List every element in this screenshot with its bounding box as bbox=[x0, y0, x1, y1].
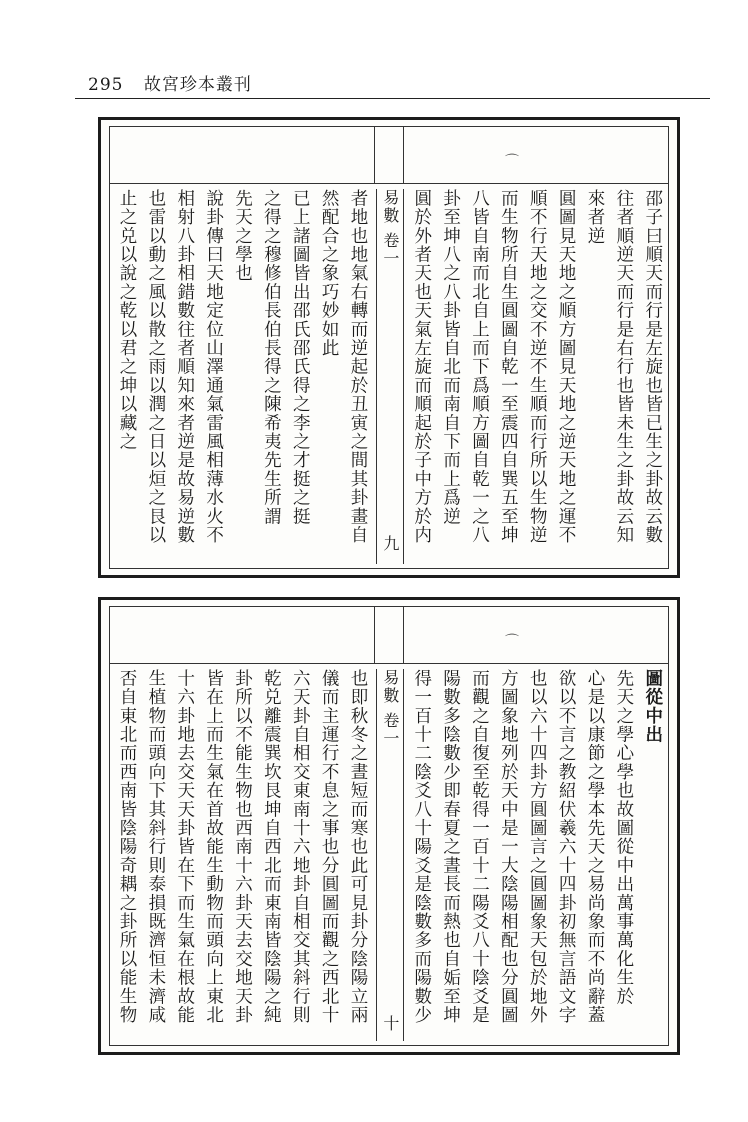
bottom-left-col-3: 六天卦自相交東南十六地卦自相交其斜行則 bbox=[290, 669, 311, 1025]
bottom-upper-band bbox=[110, 607, 668, 664]
top-page-block bbox=[98, 117, 680, 578]
bottom-left-col-6: 皆在上而生氣在首故能生動物而頭向上東北 bbox=[203, 669, 224, 1025]
bottom-right-col-5: 也以六十四卦方圓圖言之圓圖象天包於地外 bbox=[527, 669, 548, 1025]
bottom-right-col-6: 方圖象地列於天中是一大陰陽相配也分圓圖 bbox=[498, 669, 519, 1025]
top-center-juan: 卷一 bbox=[380, 232, 400, 269]
bottom-right-col-3: 心是以康節之學本先天之易尚象而不尚辭蓋 bbox=[585, 669, 605, 1025]
top-left-col-9: 止之兑以說之乾以君之坤以藏之 bbox=[117, 189, 137, 451]
bottom-left-col-1: 也即秋冬之晝短而寒也此可見卦分陰陽立兩 bbox=[348, 669, 368, 1025]
bottom-center-title: 易數 bbox=[380, 669, 400, 705]
page-number: 295 bbox=[88, 75, 124, 95]
bottom-center-page: 十 bbox=[380, 1015, 400, 1034]
bottom-left-col-4: 乾兑離震巽坎艮坤自西北而東南皆陰陽之純 bbox=[261, 669, 282, 1025]
bottom-page-frame bbox=[109, 606, 669, 1046]
bottom-left-col-9: 否自東北而西南皆陰陽奇耦之卦所以能生物 bbox=[117, 669, 137, 1025]
top-left-col-3: 已上諸圖皆出邵氏邵氏得之李之才挺之挺 bbox=[290, 189, 311, 526]
bottom-right-col-2: 先天之學心學也故圖從中出萬事萬化生於 bbox=[613, 669, 634, 1006]
top-right-col-9: 圓於外者天也天氣左旋而順起於子中方於内 bbox=[411, 189, 432, 545]
top-right-col-2: 往者順逆天而行是右行也皆未生之卦故云知 bbox=[613, 189, 634, 545]
top-upper-band bbox=[110, 127, 668, 184]
top-right-col-8: 卦至坤八之八卦皆自北而南自下而上爲逆 bbox=[440, 189, 461, 526]
top-heart-strip bbox=[374, 127, 404, 183]
top-left-col-6: 說卦傳曰天地定位山澤通氣雷風相薄水火不 bbox=[203, 189, 224, 545]
top-right-col-4: 圓圖見天地之順方圖見天地之逆天地之運不 bbox=[556, 189, 577, 545]
top-page-frame bbox=[109, 126, 669, 569]
bottom-text-columns bbox=[116, 669, 664, 1041]
top-right-col-1: 邵子曰順天而行是左旋也皆已生之卦故云數 bbox=[642, 189, 663, 545]
top-left-col-5: 先天之學也 bbox=[232, 189, 253, 283]
top-left-col-1: 者地也地氣右轉而逆起於丑寅之間其卦畫自 bbox=[348, 189, 368, 545]
top-fish-tail-mark: ⌒ bbox=[505, 154, 519, 170]
header-rule bbox=[75, 98, 710, 99]
top-left-col-8: 也雷以動之風以散之雨以潤之日以烜之艮以 bbox=[145, 189, 166, 545]
bottom-fish-tail-mark: ⌒ bbox=[505, 634, 519, 650]
bottom-right-col-4: 欲以不言之教紹伏羲六十四卦初無言語文字 bbox=[556, 669, 577, 1025]
bottom-left-col-8: 生植物而頭向下其斜行則泰損既濟恒未濟咸 bbox=[145, 669, 166, 1025]
top-center-strip bbox=[376, 189, 404, 564]
bottom-heart-strip bbox=[374, 607, 404, 663]
top-left-col-4: 之得之穆修伯長伯長得之陳希夷先生所謂 bbox=[261, 189, 282, 526]
top-left-col-7: 相射八卦相錯數往者順知來者逆是故易逆數 bbox=[174, 189, 195, 545]
series-title: 故宮珍本叢刊 bbox=[143, 75, 252, 95]
top-center-title: 易數 bbox=[380, 189, 400, 225]
bottom-center-juan: 卷一 bbox=[380, 712, 400, 749]
top-text-columns bbox=[116, 189, 664, 564]
top-right-col-3: 來者逆 bbox=[585, 189, 605, 246]
top-left-col-2: 然配合之象巧妙如此 bbox=[319, 189, 340, 358]
bottom-left-col-2: 儀而主運行不息之事也分圓圖而觀之西北十 bbox=[319, 669, 340, 1025]
bottom-right-col-8: 陽數多陰數少即春夏之晝長而熱也自姤至坤 bbox=[440, 669, 461, 1025]
bottom-right-col-7: 而觀之自復至乾得一百十二陽爻八十陰爻是 bbox=[469, 669, 490, 1025]
top-right-col-5: 順不行天地之交不逆不生順而行所以生物逆 bbox=[527, 189, 548, 545]
running-head bbox=[88, 70, 252, 95]
bottom-left-col-5: 卦所以不能生物也西南十六卦天去交地天卦 bbox=[232, 669, 253, 1025]
top-right-col-6: 而生物所自生圓圖自乾一至震四自巽五至坤 bbox=[498, 189, 519, 545]
bottom-right-col-9: 得一百十二陰爻八十陽爻是陰數多而陽數少 bbox=[411, 669, 432, 1025]
bottom-page-block bbox=[98, 597, 680, 1055]
bottom-right-col-1: 圖從中出 bbox=[642, 669, 663, 744]
bottom-center-strip bbox=[376, 669, 404, 1041]
bottom-left-col-7: 十六卦地去交天天卦皆在下而生氣在根故能 bbox=[174, 669, 195, 1025]
top-right-col-7: 八皆自南而北自上而下爲順方圖自乾一之八 bbox=[469, 189, 490, 545]
top-center-page: 九 bbox=[380, 535, 400, 554]
